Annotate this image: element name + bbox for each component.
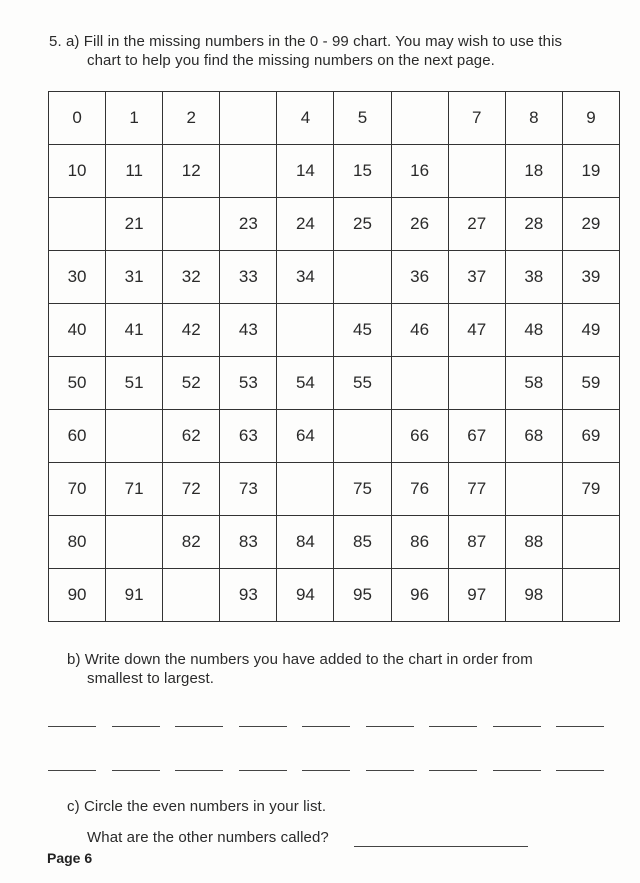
chart-cell: 30 — [49, 251, 106, 304]
chart-cell: 16 — [391, 145, 448, 198]
chart-cell: 10 — [49, 145, 106, 198]
answer-blank[interactable] — [366, 770, 414, 771]
chart-cell-blank[interactable] — [163, 198, 220, 251]
chart-row — [49, 463, 620, 516]
chart-cell-blank[interactable] — [106, 516, 163, 569]
chart-cell-blank[interactable] — [106, 410, 163, 463]
chart-cell: 28 — [505, 198, 562, 251]
chart-row — [49, 198, 620, 251]
chart-cell: 67 — [448, 410, 505, 463]
chart-cell: 7 — [448, 92, 505, 145]
chart-cell: 38 — [505, 251, 562, 304]
chart-cell: 72 — [163, 463, 220, 516]
chart-cell: 66 — [391, 410, 448, 463]
chart-cell: 94 — [277, 569, 334, 622]
answer-blank[interactable] — [556, 726, 604, 727]
chart-cell: 39 — [562, 251, 619, 304]
chart-cell: 11 — [106, 145, 163, 198]
chart-cell: 9 — [562, 92, 619, 145]
chart-cell: 93 — [220, 569, 277, 622]
answer-blanks-row — [48, 726, 620, 728]
chart-cell: 76 — [391, 463, 448, 516]
answer-blanks-row — [48, 770, 620, 772]
number-chart-0-99 — [48, 91, 620, 622]
chart-cell: 54 — [277, 357, 334, 410]
question-5b-text: b) Write down the numbers you have added to the chart in order from — [67, 651, 533, 668]
question-5a-text-continued: chart to help you find the missing numbers on the next page. — [87, 52, 495, 69]
chart-cell: 8 — [505, 92, 562, 145]
chart-cell: 21 — [106, 198, 163, 251]
chart-cell-blank[interactable] — [220, 145, 277, 198]
chart-cell: 80 — [49, 516, 106, 569]
chart-cell: 14 — [277, 145, 334, 198]
chart-cell-blank[interactable] — [334, 251, 391, 304]
chart-cell-blank[interactable] — [448, 357, 505, 410]
chart-cell: 84 — [277, 516, 334, 569]
chart-cell: 75 — [334, 463, 391, 516]
chart-cell: 52 — [163, 357, 220, 410]
chart-row — [49, 569, 620, 622]
chart-cell: 83 — [220, 516, 277, 569]
chart-cell: 34 — [277, 251, 334, 304]
chart-cell: 23 — [220, 198, 277, 251]
chart-cell: 0 — [49, 92, 106, 145]
chart-cell: 62 — [163, 410, 220, 463]
chart-cell: 86 — [391, 516, 448, 569]
chart-cell: 79 — [562, 463, 619, 516]
chart-cell: 97 — [448, 569, 505, 622]
answer-blank[interactable] — [429, 726, 477, 727]
chart-cell-blank[interactable] — [391, 92, 448, 145]
chart-row — [49, 251, 620, 304]
chart-cell: 32 — [163, 251, 220, 304]
chart-row — [49, 92, 620, 145]
chart-cell-blank[interactable] — [562, 516, 619, 569]
chart-cell: 41 — [106, 304, 163, 357]
answer-blank[interactable] — [556, 770, 604, 771]
chart-cell: 60 — [49, 410, 106, 463]
chart-cell: 58 — [505, 357, 562, 410]
chart-cell: 85 — [334, 516, 391, 569]
chart-cell: 1 — [106, 92, 163, 145]
chart-cell: 51 — [106, 357, 163, 410]
chart-cell: 29 — [562, 198, 619, 251]
chart-cell-blank[interactable] — [505, 463, 562, 516]
chart-row — [49, 357, 620, 410]
chart-cell: 87 — [448, 516, 505, 569]
chart-cell-blank[interactable] — [562, 569, 619, 622]
chart-cell: 5 — [334, 92, 391, 145]
chart-cell-blank[interactable] — [277, 304, 334, 357]
chart-cell: 91 — [106, 569, 163, 622]
chart-cell-blank[interactable] — [391, 357, 448, 410]
chart-cell: 64 — [277, 410, 334, 463]
chart-cell: 77 — [448, 463, 505, 516]
chart-cell: 47 — [448, 304, 505, 357]
chart-cell: 12 — [163, 145, 220, 198]
answer-blank[interactable] — [493, 726, 541, 727]
chart-cell: 73 — [220, 463, 277, 516]
chart-cell: 43 — [220, 304, 277, 357]
chart-cell: 36 — [391, 251, 448, 304]
chart-cell: 31 — [106, 251, 163, 304]
chart-cell: 53 — [220, 357, 277, 410]
chart-cell: 33 — [220, 251, 277, 304]
answer-blank[interactable] — [366, 726, 414, 727]
chart-row — [49, 516, 620, 569]
question-5c-prompt: What are the other numbers called? — [87, 829, 329, 846]
chart-cell: 24 — [277, 198, 334, 251]
answer-blank[interactable] — [48, 770, 96, 771]
chart-cell: 98 — [505, 569, 562, 622]
chart-cell: 50 — [49, 357, 106, 410]
answer-blank[interactable] — [302, 770, 350, 771]
chart-cell: 90 — [49, 569, 106, 622]
chart-cell: 26 — [391, 198, 448, 251]
chart-cell: 19 — [562, 145, 619, 198]
answer-blank[interactable] — [175, 770, 223, 771]
chart-cell: 63 — [220, 410, 277, 463]
question-5a-text: 5. a) Fill in the missing numbers in the 0 - 99 chart. You may wish to use this — [49, 33, 563, 50]
chart-cell: 71 — [106, 463, 163, 516]
answer-blank[interactable] — [239, 770, 287, 771]
page-number: Page 6 — [47, 850, 93, 866]
chart-cell-blank[interactable] — [220, 92, 277, 145]
chart-cell: 4 — [277, 92, 334, 145]
chart-cell: 46 — [391, 304, 448, 357]
chart-cell-blank[interactable] — [49, 198, 106, 251]
chart-cell: 96 — [391, 569, 448, 622]
answer-blank[interactable] — [112, 726, 160, 727]
answer-blank[interactable] — [48, 726, 96, 727]
chart-cell: 48 — [505, 304, 562, 357]
chart-cell: 49 — [562, 304, 619, 357]
answer-blank[interactable] — [112, 770, 160, 771]
chart-row — [49, 304, 620, 357]
chart-cell-blank[interactable] — [334, 410, 391, 463]
answer-blank[interactable] — [239, 726, 287, 727]
chart-cell: 69 — [562, 410, 619, 463]
chart-cell-blank[interactable] — [277, 463, 334, 516]
chart-cell-blank[interactable] — [163, 569, 220, 622]
question-5c-text: c) Circle the even numbers in your list. — [67, 798, 327, 815]
chart-cell: 55 — [334, 357, 391, 410]
answer-blank[interactable] — [302, 726, 350, 727]
chart-cell: 45 — [334, 304, 391, 357]
chart-cell: 27 — [448, 198, 505, 251]
chart-cell: 15 — [334, 145, 391, 198]
chart-cell: 68 — [505, 410, 562, 463]
chart-cell: 25 — [334, 198, 391, 251]
answer-blank[interactable] — [493, 770, 541, 771]
answer-blank[interactable] — [175, 726, 223, 727]
question-5b-text-continued: smallest to largest. — [87, 670, 215, 687]
chart-cell: 40 — [49, 304, 106, 357]
chart-row — [49, 410, 620, 463]
chart-cell: 18 — [505, 145, 562, 198]
chart-cell: 37 — [448, 251, 505, 304]
chart-cell: 82 — [163, 516, 220, 569]
chart-cell: 2 — [163, 92, 220, 145]
chart-cell: 95 — [334, 569, 391, 622]
chart-cell-blank[interactable] — [448, 145, 505, 198]
chart-cell: 88 — [505, 516, 562, 569]
chart-cell: 70 — [49, 463, 106, 516]
chart-row — [49, 145, 620, 198]
chart-cell: 59 — [562, 357, 619, 410]
chart-cell: 42 — [163, 304, 220, 357]
answer-line[interactable] — [354, 846, 528, 847]
answer-blank[interactable] — [429, 770, 477, 771]
